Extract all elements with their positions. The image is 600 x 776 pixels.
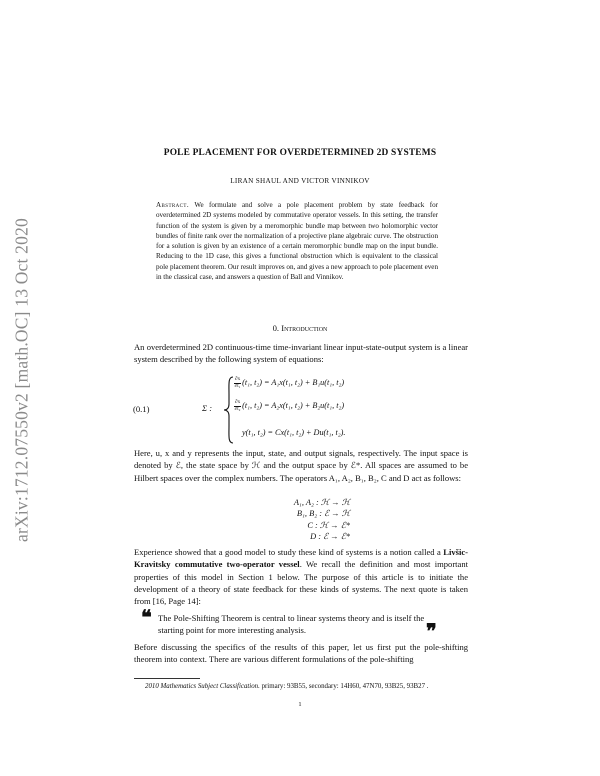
operator-line: B₁, B₂ : ℰ → ℋ [296,509,350,519]
fraction-numerator: ∂x [235,399,241,405]
equation-line-3 [242,428,345,437]
paragraph-3-before: Experience showed that a good model to study these kind of systems is a notion called a [134,547,444,557]
section-heading [0,323,600,333]
page-number: 1 [298,701,302,708]
equation-sigma: Σ : [202,403,213,413]
paragraph-3 [134,546,468,607]
close-quote-icon: ❞ [426,621,437,643]
fraction-numerator: ∂x [235,376,241,382]
footnote-rule [134,678,200,679]
partial-fraction-1 [234,377,241,389]
section-number: 0. [272,323,280,333]
vessel-term: Livšic-Kravitsky commutative two-operator vessel [134,547,468,570]
arxiv-stamp [6,175,38,585]
equation-line-1 [234,377,344,389]
operator-line: D : ℰ → ℰ* [310,532,350,542]
open-quote-icon: ❝ [141,607,152,629]
operator-line: A₁, A₂ : ℋ → ℋ [293,498,350,507]
footnote [145,683,428,690]
footnote-text: primary: 93B55, secondary: 14H60, 47N70, 93B25, 93B27 . [259,683,429,690]
abstract-label: Abstract. [156,201,190,209]
paragraph-2: Here, u, x and y represents the input, state, and output signals, respectively. The input space is denoted by ℰ, the state space by ℋ and the output space by ℰ*. All spaces are assumed to be Hilbert spaces over the complex numbers. The operators A₁, A₂, B₁, B₂, C and D act as follows: [134,448,468,483]
block-quote: The Pole-Shifting Theorem is central to linear systems theory and is itself the starting point for more interesting analysis. [158,613,425,636]
equation-line-1-rest: (t₁, t₂) = A₁x(t₁, t₂) + B₁u(t₁, t₂) [242,377,345,387]
equation-line-3-text: y(t₁, t₂) = Cx(t₁, t₂) + Du(t₁, t₂). [242,428,346,437]
footnote-label: 2010 Mathematics Subject Classification. [145,683,260,690]
fraction-denominator: ∂t₁ [234,382,241,389]
equation-line-2-rest: (t₁, t₂) = A₂x(t₁, t₂) + B₂u(t₁, t₂) [242,400,345,410]
equation-line-2 [234,400,344,412]
paper-title: POLE PLACEMENT FOR OVERDETERMINED 2D SYSTEMS [163,148,437,158]
equation-label: (0.1) [133,404,150,414]
paragraph-4: Before discussing the specifics of the results of this paper, let us first put the pole-shifting theorem into context. There are various different formulations of the pole-shifting [134,642,468,665]
partial-fraction-2 [234,400,241,412]
paragraph-3-after: . We recall the definition and most important properties of this model in Section 1 below. The purpose of this article is to initiate the development of a theory of state feedback for these kinds of systems. The next quote is taken from [16, Page 14]: [134,559,468,607]
operator-list [250,497,350,543]
abstract-text: We formulate and solve a pole placement problem by state feedback for overdetermined 2D systems modeled by commutative operator vessels. In this setting, the transfer function of the system is given by a meromorphic bundle map between two holomorphic vector bundles of finite rank over the normalization of a projective plane algebraic curve. The obstruction for a solution is given by an existence of a certain meromorphic bundle map on the input bundle. Reducing to the 1D case, this gives a functional obstruction which is equivalent to the classical pole placement theorem. Our result improves on, and gives a new approach to pole placement even in the classical case, and answers a question of Ball and Vinnikov. [156,201,439,282]
abstract [156,200,438,282]
intro-paragraph: An overdetermined 2D continuous-time time-invariant linear input-state-output system is a linear system described by the following system of equations: [134,342,468,365]
paper-authors: LIRAN SHAUL AND VICTOR VINNIKOV [230,177,370,185]
operator-line: C : ℋ → ℰ* [307,520,350,530]
arxiv-stamp-text: arXiv:1712.07550v2 [math.OC] 13 Oct 2020 [11,218,32,542]
section-title: Introduction [281,323,328,333]
fraction-denominator: ∂t₂ [234,405,241,412]
